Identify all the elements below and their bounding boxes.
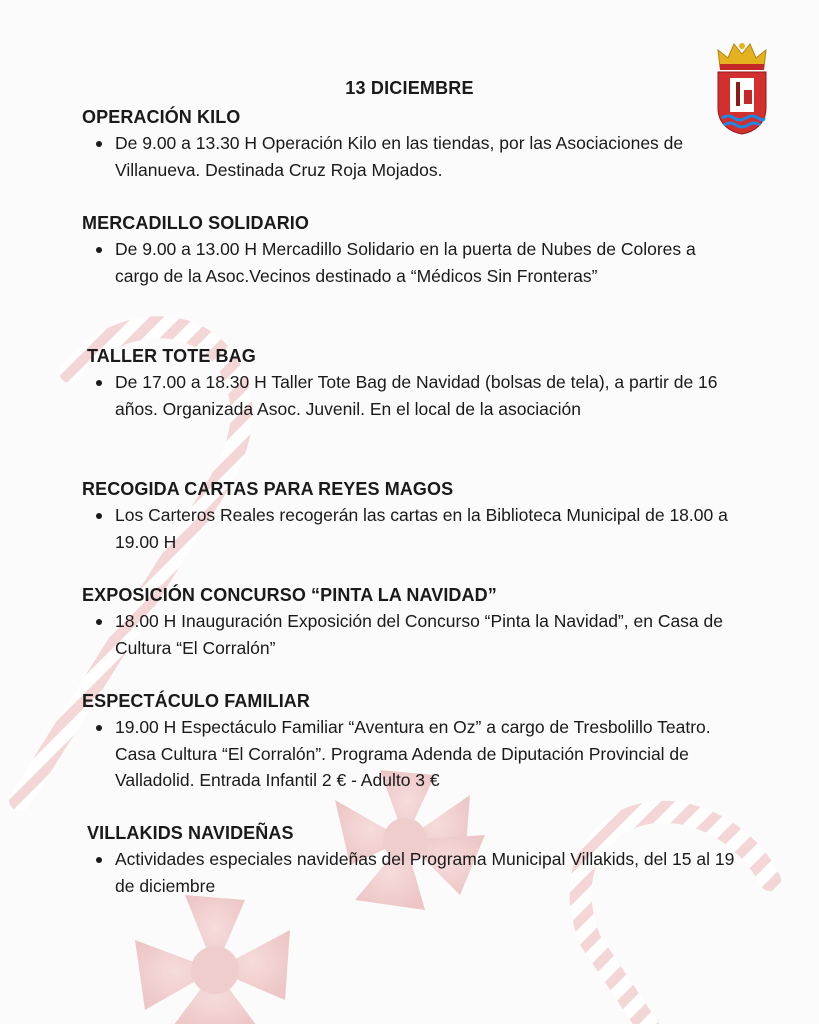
section-mercadillo-solidario: [82, 210, 742, 289]
bullet-list: [82, 846, 742, 899]
section-exposicion-concurso: [82, 582, 742, 661]
section-taller-tote-bag: [82, 343, 742, 422]
section-title: TALLER TOTE BAG: [87, 346, 256, 366]
section-title: VILLAKIDS NAVIDEÑAS: [87, 823, 294, 843]
section-espectaculo-familiar: [82, 688, 742, 794]
section-title: OPERACIÓN KILO: [82, 107, 241, 127]
bullet-list: [82, 369, 742, 422]
list-item: Actividades especiales navideñas del Programa Municipal Villakids, del 15 al 19 de diciembre: [82, 846, 742, 899]
bullet-list: [82, 714, 742, 794]
list-item: 18.00 H Inauguración Exposición del Concurso “Pinta la Navidad”, en Casa de Cultura “El Corralón”: [82, 608, 742, 661]
list-item: Los Carteros Reales recogerán las cartas en la Biblioteca Municipal de 18.00 a 19.00 H: [82, 502, 742, 555]
section-title: ESPECTÁCULO FAMILIAR: [82, 691, 311, 711]
section-title: RECOGIDA CARTAS PARA REYES MAGOS: [82, 479, 454, 499]
date-heading: 13 DICIEMBRE: [345, 78, 474, 98]
bullet-list: [82, 236, 742, 289]
section-recogida-cartas: [82, 476, 742, 555]
bullet-list: [82, 608, 742, 661]
municipal-coat-of-arms-icon: [714, 38, 770, 136]
section-title: EXPOSICIÓN CONCURSO “PINTA LA NAVIDAD”: [82, 585, 497, 605]
section-operacion-kilo: [82, 104, 742, 183]
bullet-list: [82, 130, 742, 183]
list-item: De 9.00 a 13.30 H Operación Kilo en las tiendas, por las Asociaciones de Villanueva. Destinada Cruz Roja Mojados.: [82, 130, 742, 183]
section-title: MERCADILLO SOLIDARIO: [82, 213, 309, 233]
list-item: De 17.00 a 18.30 H Taller Tote Bag de Navidad (bolsas de tela), a partir de 16 años. Organizada Asoc. Juvenil. En el local de la asociación: [82, 369, 742, 422]
list-item: 19.00 H Espectáculo Familiar “Aventura en Oz” a cargo de Tresbolillo Teatro. Casa Cultura “El Corralón”. Programa Adenda de Diputación Provincial de Valladolid. Entrada Infantil 2 € - Adulto 3 €: [82, 714, 742, 794]
bullet-list: [82, 502, 742, 555]
list-item: De 9.00 a 13.00 H Mercadillo Solidario en la puerta de Nubes de Colores a cargo de la Asoc.Vecinos destinado a “Médicos Sin Fronteras”: [82, 236, 742, 289]
section-villakids-navidenas: [82, 820, 742, 899]
